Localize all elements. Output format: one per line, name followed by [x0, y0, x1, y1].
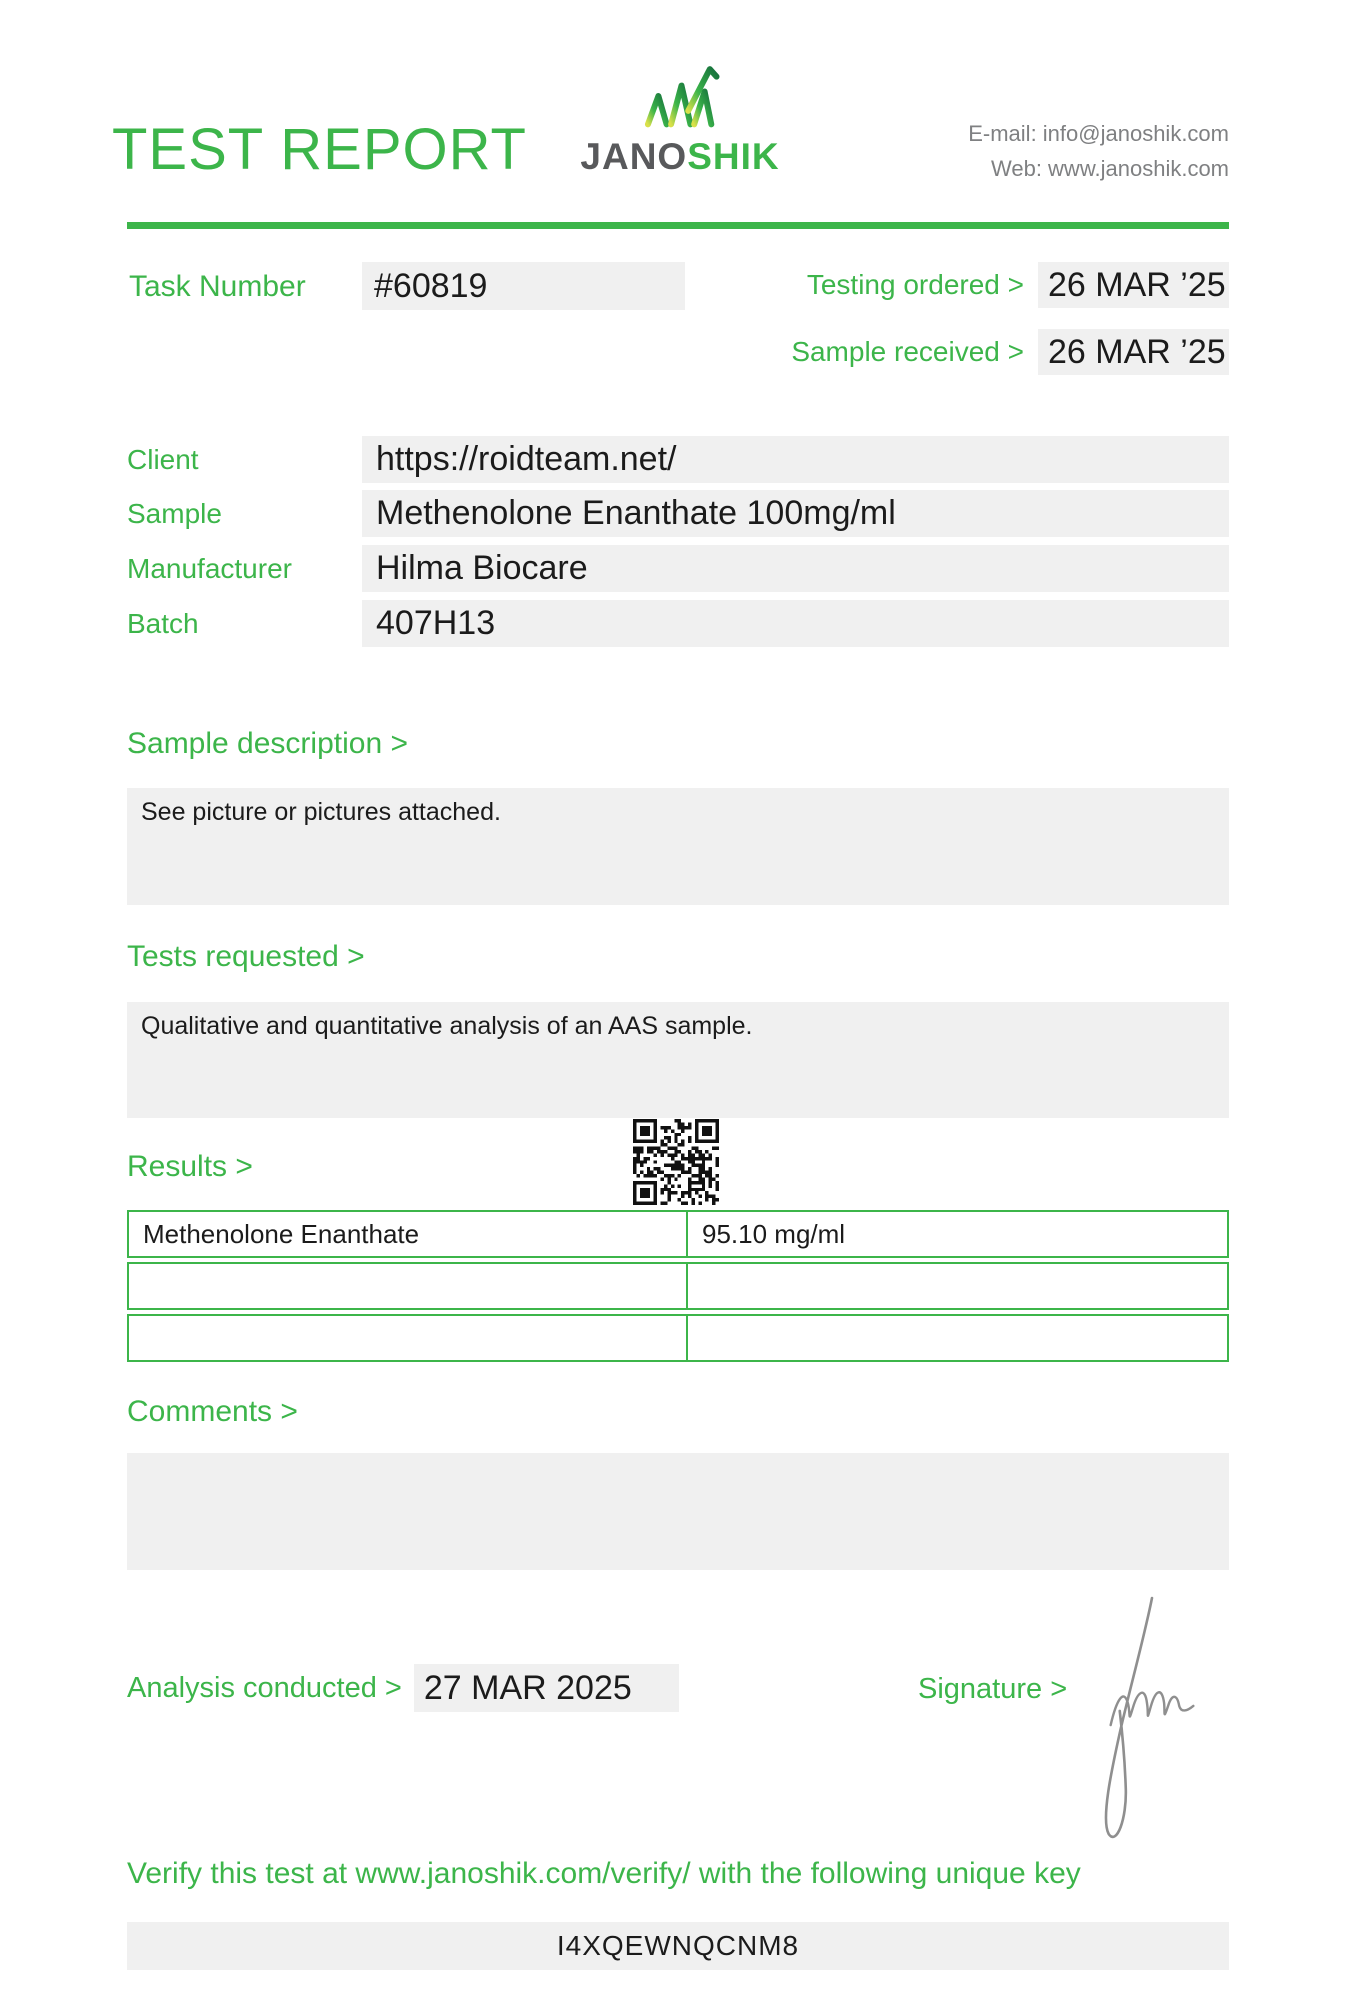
sample-value: Methenolone Enanthate 100mg/ml	[362, 490, 1229, 537]
result-concentration	[688, 1316, 1227, 1360]
field-row-sample	[127, 490, 1229, 537]
janoshik-logo	[555, 60, 805, 178]
results-row	[127, 1314, 1229, 1362]
analysis-conducted-row	[127, 1664, 679, 1712]
results-heading: Results >	[127, 1150, 253, 1183]
tests-requested-box: Qualitative and quantitative analysis of an AAS sample.	[127, 1002, 1229, 1118]
logo-text-dark: JANO	[580, 136, 688, 177]
field-row-client	[127, 436, 1229, 483]
result-concentration: 95.10 mg/ml	[702, 1218, 846, 1249]
manufacturer-value: Hilma Biocare	[362, 545, 1229, 592]
batch-label: Batch	[127, 607, 199, 639]
sample-received-row	[791, 329, 1229, 375]
field-row-manufacturer	[127, 545, 1229, 592]
task-number-label: Task Number	[129, 270, 306, 303]
qr-code	[633, 1119, 719, 1205]
manufacturer-label: Manufacturer	[127, 552, 292, 584]
results-table	[127, 1210, 1229, 1366]
client-label: Client	[127, 443, 199, 475]
sample-received-value: 26 MAR ’25	[1038, 329, 1229, 375]
verify-instruction: Verify this test at www.janoshik.com/verify/ with the following unique key	[127, 1857, 1081, 1890]
analysis-conducted-label: Analysis conducted >	[127, 1671, 402, 1704]
verify-key: I4XQEWNQCNM8	[127, 1922, 1229, 1970]
comments-box	[127, 1453, 1229, 1570]
logo-wordmark	[555, 136, 805, 178]
logo-text-green: SHIK	[687, 136, 780, 177]
result-concentration	[688, 1264, 1227, 1308]
results-row	[127, 1210, 1229, 1258]
sample-received-label: Sample received >	[791, 336, 1024, 367]
sample-label: Sample	[127, 497, 222, 529]
chart-growth-icon	[639, 60, 721, 132]
field-row-batch	[127, 600, 1229, 647]
tests-requested-heading: Tests requested >	[127, 940, 365, 973]
task-number-value: #60819	[362, 262, 685, 310]
sample-description-heading: Sample description >	[127, 727, 408, 760]
contact-web: Web: www.janoshik.com	[990, 156, 1229, 182]
sample-description-box: See picture or pictures attached.	[127, 788, 1229, 905]
contact-email: E-mail: info@janoshik.com	[968, 121, 1229, 146]
signature-image	[1088, 1592, 1220, 1844]
header-divider	[127, 222, 1229, 229]
results-row	[127, 1262, 1229, 1310]
page-title: TEST REPORT	[112, 117, 527, 182]
testing-ordered-label: Testing ordered >	[806, 269, 1024, 300]
result-substance	[129, 1316, 688, 1360]
analysis-conducted-value: 27 MAR 2025	[414, 1664, 679, 1712]
batch-value: 407H13	[362, 600, 1229, 647]
testing-ordered-row	[807, 262, 1229, 308]
signature-label: Signature >	[918, 1673, 1068, 1705]
result-substance	[129, 1264, 688, 1308]
comments-heading: Comments >	[127, 1395, 298, 1428]
client-value: https://roidteam.net/	[362, 436, 1229, 483]
result-substance: Methenolone Enanthate	[129, 1212, 688, 1256]
testing-ordered-value: 26 MAR ’25	[1038, 262, 1229, 308]
contact-info	[968, 116, 1229, 186]
